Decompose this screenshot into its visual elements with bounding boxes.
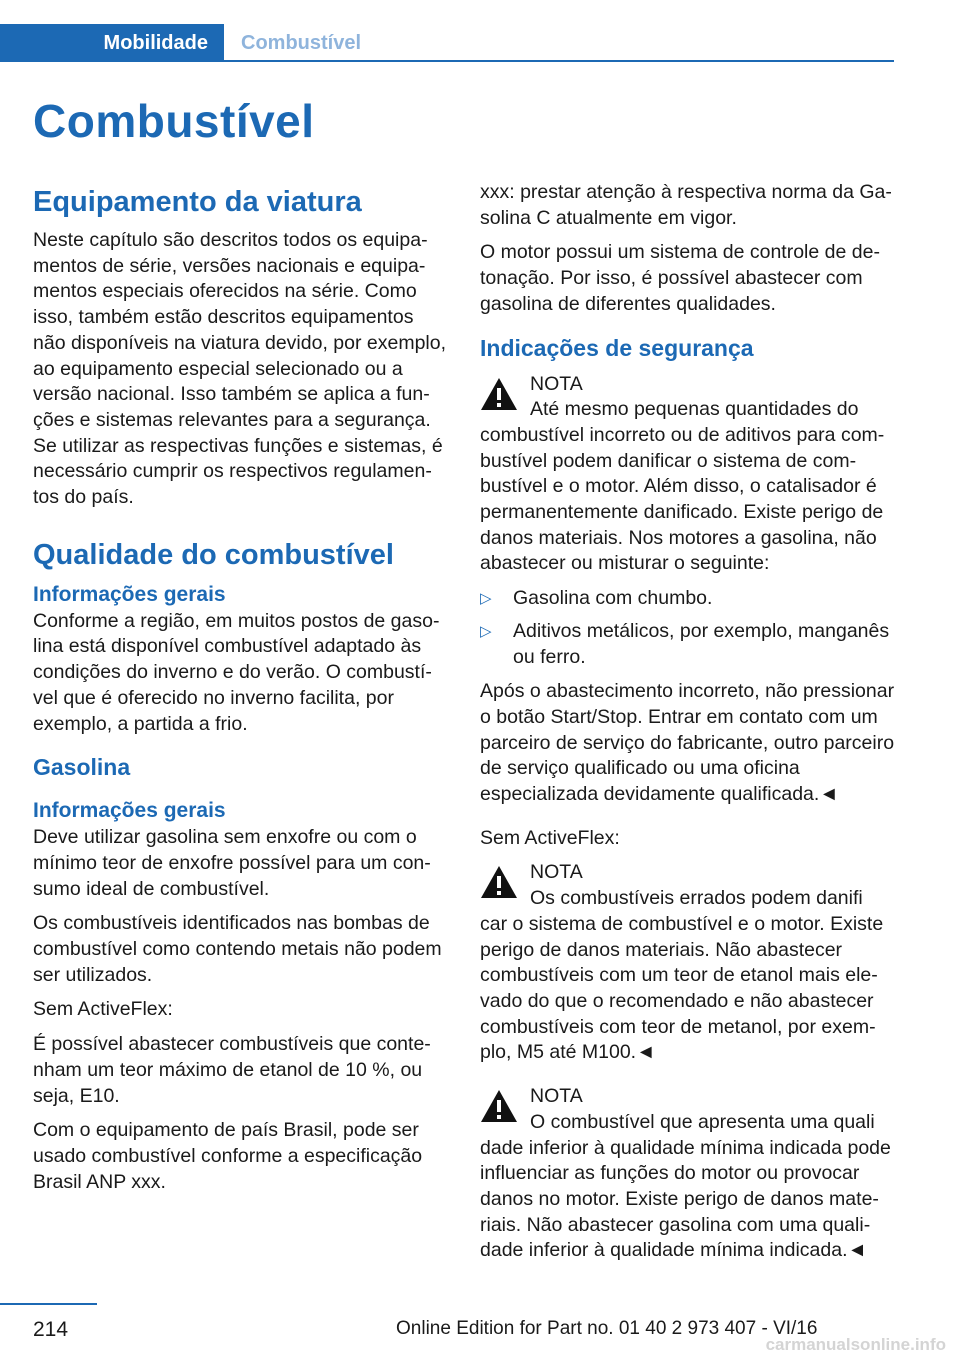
notice-1 [480,372,895,578]
notice-3-first-line: O combustível que apresenta uma quali [530,1110,875,1133]
edition-text: Online Edition for Part no. 01 40 2 973 407 - VI/16 [396,1318,818,1339]
paragraph-sem-activeflex: Sem ActiveFlex: [480,826,620,849]
paragraph-abastecimento-incorreto: Após o abastecimento incorreto, não pressionar o botão Start/Stop. Entrar em contato com um parceiro de serviço do fabricante, outro parceiro de serviço qualificado ou uma oficina especializada devidamente qualificada.◄ [480,680,895,806]
paragraph-gasolina-3: Sem ActiveFlex: [33,998,173,1021]
left-column [33,182,448,1204]
heading-informacoes-gerais: Informações gerais [33,582,226,606]
heading-seguranca: Indicações de segurança [480,334,754,361]
notice-1-text: combustível incorreto ou de aditivos para combustível podem danificar o sistema de combustível e o motor. Além disso, o catalisador é permanentemente danificado. Existe perigo de danos materiais. Nos motores a gasolina, não abastecer ou misturar o seguinte: [480,423,885,575]
heading-qualidade: Qualidade do combustível [33,538,394,571]
paragraph-detonacao: O motor possui um sistema de controle de detonação. Por isso, é possível abastecer com gasolina de diferentes qualidades. [480,241,880,315]
notice-2-label: NOTA [530,861,583,884]
notice-1-first-line: Até mesmo pequenas quantidades do [530,398,859,421]
footer-rule [0,1303,97,1305]
paragraph-equipamento: Neste capítulo são descritos todos os equipamentos de série, versões nacionais e equipamentos especiais oferecidos na série. Como isso, também estão descritos equipamentos não disponíveis na viatura devido, por exemplo, ao equipamento especial selecionado ou a versão nacional. Isso também se aplica a funções e sistemas relevantes para a segurança. Se utilizar as respectivas funções e sistemas, é necessário cumprir os respectivos regulamentos do país. [33,229,447,509]
paragraph-norma: xxx: prestar atenção à respectiva norma da Gasolina C atualmente em vigor. [480,181,892,229]
heading-gasolina: Gasolina [33,754,131,781]
paragraph-gasolina-1: Deve utilizar gasolina sem enxofre ou com o mínimo teor de enxofre possível para um consumo ideal de combustível. [33,826,431,900]
warning-icon [480,1089,518,1123]
list-item [480,619,895,670]
tab-mobilidade[interactable]: Mobilidade [0,24,224,62]
header-tabbar [0,24,894,62]
bullet-list [480,586,895,670]
warning-icon [480,377,518,411]
notice-2 [480,860,895,1066]
right-column [480,180,895,1273]
heading-equipamento: Equipamento da viatura [33,186,362,218]
notice-3-text: dade inferior à qualidade mínima indicada pode influenciar as funções do motor ou provocar danos no motor. Existe perigo de danos materiais. Não abastecer gasolina com uma qualidade inferior à qualidade mínima indicada.◄ [480,1136,891,1262]
list-item-text: Gasolina com chumbo. [513,587,713,610]
page-title: Combustível [33,95,315,147]
header-rule [0,60,894,62]
notice-1-label: NOTA [530,372,583,395]
paragraph-gasolina-4: É possível abastecer combustíveis que contenham um teor máximo de etanol de 10 %, ou seja, E10. [33,1033,431,1107]
tab-combustivel[interactable]: Combustível [241,31,362,54]
paragraph-gasolina-5: Com o equipamento de país Brasil, pode ser usado combustível conforme a especificação Brasil ANP xxx. [33,1119,423,1193]
triangle-bullet-icon: ▷ [480,622,492,640]
triangle-bullet-icon: ▷ [480,590,492,608]
paragraph-gasolina-2: Os combustíveis identificados nas bombas de combustível como contendo metais não podem ser utilizados. [33,912,442,986]
watermark: carmanualsonline.info [765,1335,946,1354]
paragraph-informacoes-gerais: Conforme a região, em muitos postos de gasolina está disponível combustível adaptado às condições do inverno e do verão. O combustível que é oferecido no inverno facilita, por exemplo, a partida a frio. [33,609,440,735]
notice-2-text: car o sistema de combustível e o motor. Existe perigo de danos materiais. Não abastecer combustíveis com um teor de etanol mais elevado do que o recomendado e não abastecer combustíveis com teor de metanol, por exemplo, M5 até M100.◄ [480,912,884,1064]
heading-gasolina-informacoes: Informações gerais [33,799,226,823]
list-item-text: Aditivos metálicos, por exemplo, manganês ou ferro. [513,619,890,668]
notice-3-label: NOTA [530,1085,583,1108]
list-item [480,586,895,612]
warning-icon [480,865,518,899]
page-number: 214 [33,1318,69,1341]
notice-2-first-line: Os combustíveis errados podem danifi [530,887,863,910]
notice-3 [480,1084,895,1264]
